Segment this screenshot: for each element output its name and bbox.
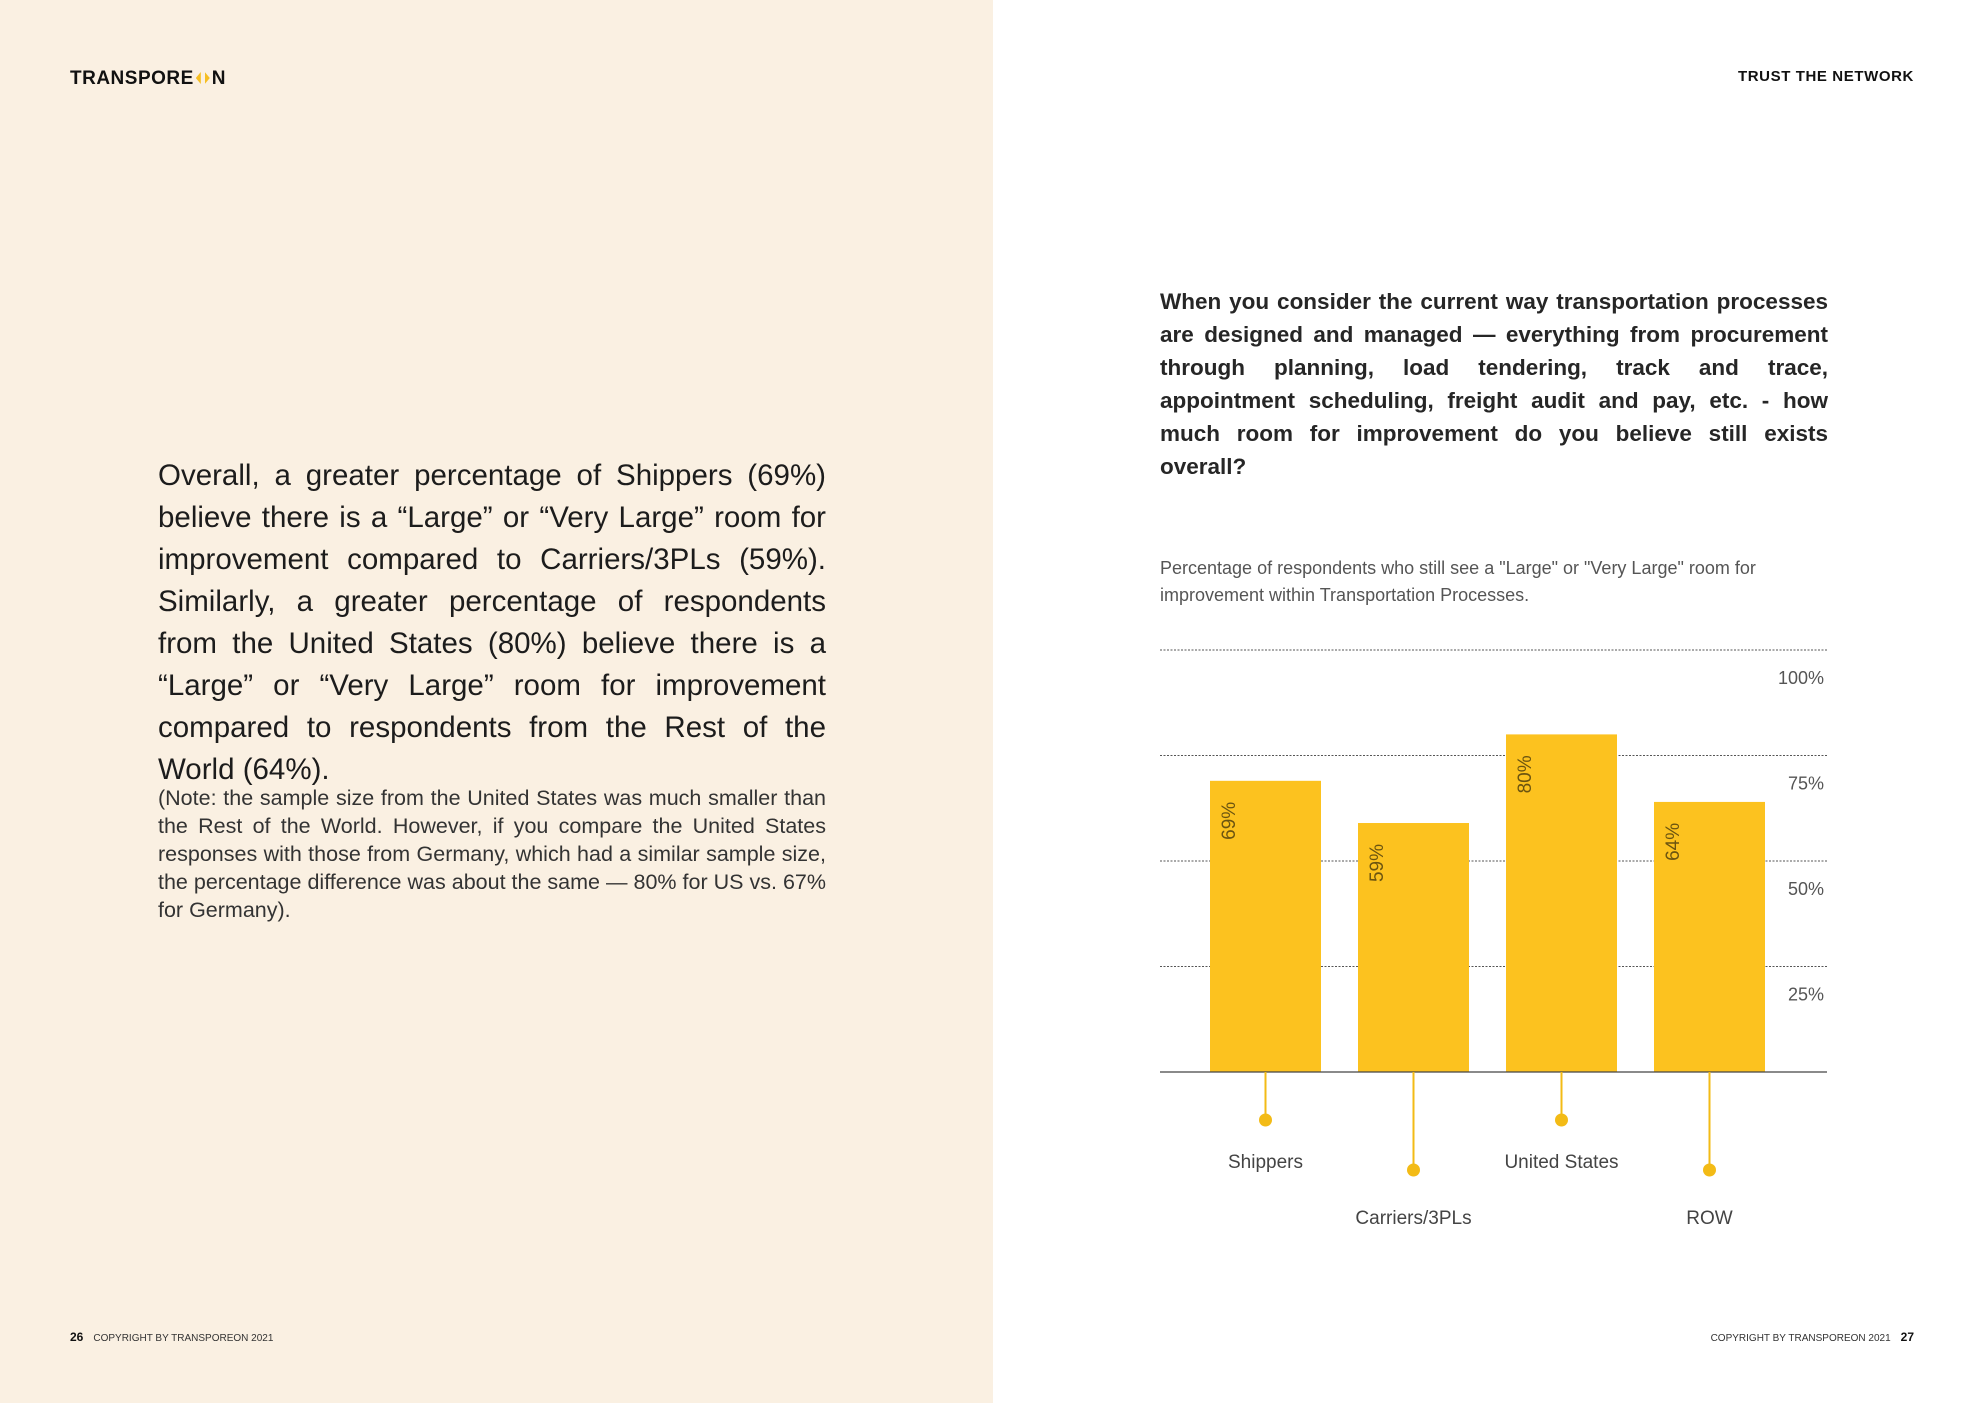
- data-label-1: 59%: [1367, 844, 1389, 883]
- survey-question: When you consider the current way transportation processes are designed and managed — everything from procurement through planning, load tendering, track and trace, appointment scheduling, freight audit and pay, etc. - how much room for improvement do you believe still exists overall?: [1160, 289, 1828, 479]
- copyright-left: COPYRIGHT BY TRANSPOREON 2021: [93, 1333, 274, 1344]
- data-label-2: 80%: [1515, 755, 1537, 794]
- logo-text-start: TRANSPORE: [70, 68, 194, 89]
- chart-caption: Percentage of respondents who still see a "Large" or "Very Large" room for improvement within Transportation Processes.: [1160, 558, 1756, 605]
- note-paragraph: (Note: the sample size from the United States was much smaller than the Rest of the World. However, if you compare the United States responses with those from Germany, which had a similar sample size, the percentage difference was about the same — 80% for US vs. 67% for Germany).: [158, 786, 826, 922]
- y-tick-label-25: 25%: [1787, 984, 1824, 1005]
- main-paragraph: Overall, a greater percentage of Shippers (69%) believe there is a “Large” or “Very Large” room for improvement compared to Carriers/3PLs (59%). Similarly, a greater percentage of respondents from the United States (80%) believe there is a “Large” or “Very Large” room for improvement compared to respondents from the Rest of the World (64%).: [158, 459, 826, 786]
- connector-dot-2: [1555, 1114, 1568, 1127]
- y-tick-label-50: 50%: [1787, 879, 1824, 899]
- logo-text-end: N: [211, 68, 227, 89]
- connector-dot-3: [1703, 1164, 1716, 1177]
- data-label-0: 69%: [1219, 801, 1241, 840]
- connector-dot-1: [1407, 1164, 1420, 1177]
- category-label-2: United States: [1504, 1152, 1619, 1173]
- category-label-1: Carriers/3PLs: [1355, 1208, 1472, 1229]
- footer-left: [70, 1330, 273, 1344]
- category-label-3: ROW: [1686, 1208, 1733, 1229]
- page-number-right: 27: [1900, 1330, 1914, 1344]
- y-tick-label-100: 100%: [1777, 668, 1824, 688]
- connector-dot-0: [1259, 1114, 1272, 1127]
- section-title: TRUST THE NETWORK: [1737, 68, 1914, 85]
- category-label-0: Shippers: [1228, 1152, 1303, 1173]
- data-label-3: 64%: [1663, 822, 1685, 861]
- y-tick-label-75: 75%: [1787, 773, 1824, 794]
- copyright-right: COPYRIGHT BY TRANSPOREON 2021: [1710, 1333, 1891, 1344]
- footer-right: [1711, 1330, 1914, 1344]
- page-number-left: 26: [70, 1330, 84, 1344]
